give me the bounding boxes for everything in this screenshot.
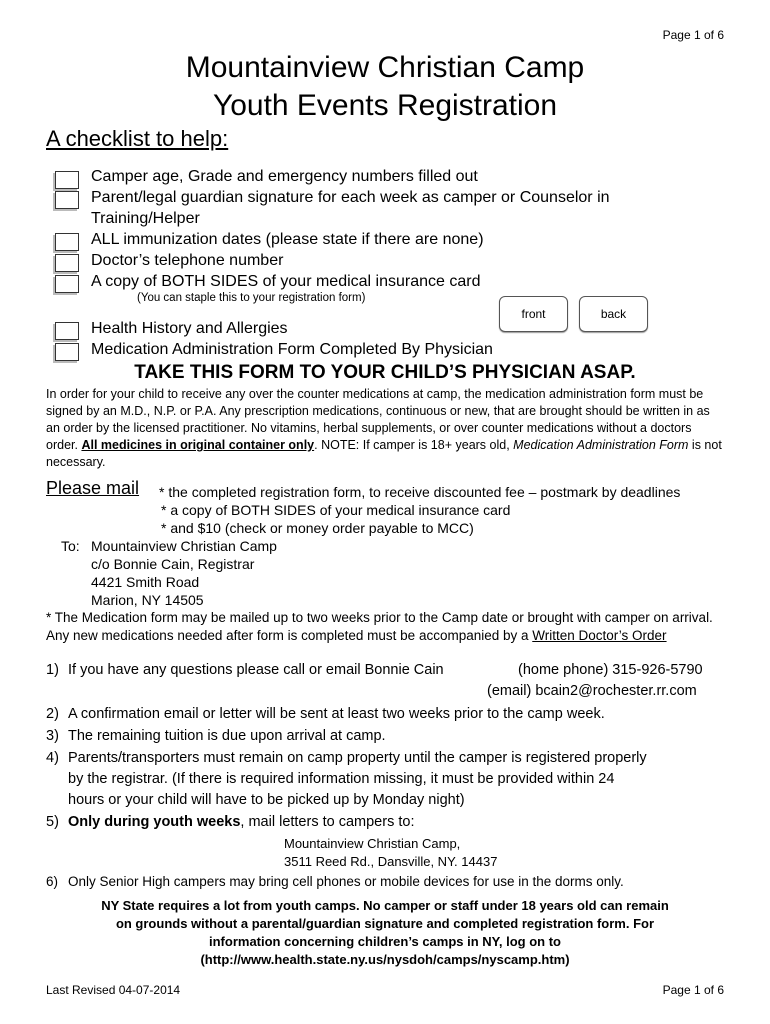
home-phone: (home phone) 315-926-5790 [518, 662, 703, 678]
please-mail-label: Please mail [46, 478, 140, 498]
written-order-link: Written Doctor’s Order [532, 628, 667, 643]
list-number: 2) [46, 706, 59, 722]
medication-mail-note: * The Medication form may be mailed up to two weeks prior to the Camp date or brought with camper on arrival. Any new medications needed after form is completed must be accompanied by a Written Doctor’s Order [46, 610, 713, 643]
checklist-item: Parent/legal guardian signature for each week as camper or Counselor in [91, 189, 610, 206]
mail-line: * a copy of BOTH SIDES of your medical insurance card [161, 502, 511, 518]
list-item-phones: Only Senior High campers may bring cell phones or mobile devices for use in the dorms only. [68, 874, 624, 889]
checkbox-immunization[interactable] [55, 233, 79, 251]
checkbox-camper-age[interactable] [55, 171, 79, 189]
address-line: 4421 Smith Road [91, 574, 200, 590]
list-number: 3) [46, 728, 59, 744]
checklist-item: Training/Helper [91, 210, 200, 227]
page-title: Mountainview Christian Camp [185, 51, 585, 84]
checklist-item: A copy of BOTH SIDES of your medical insurance card [91, 273, 481, 290]
page-number-top: Page 1 of 6 [662, 28, 724, 42]
camp-address-line: 3511 Reed Rd., Dansville, NY. 14437 [284, 854, 498, 869]
checklist-heading: A checklist to help: [46, 126, 229, 151]
mail-line: * the completed registration form, to receive discounted fee – postmark by deadlines [159, 484, 681, 500]
address-line: Mountainview Christian Camp [91, 538, 277, 554]
checklist-item: Camper age, Grade and emergency numbers filled out [91, 168, 478, 185]
list-number: 5) [46, 814, 59, 830]
list-item-transport: hours or your child will have to be picked up by Monday night) [68, 792, 465, 808]
front-button[interactable]: front [499, 296, 568, 332]
checkbox-health-history[interactable] [55, 322, 79, 340]
list-item-transport: by the registrar. (If there is required information missing, it must be provided within 24 [68, 771, 615, 787]
checklist-item: Health History and Allergies [91, 320, 288, 337]
address-line: c/o Bonnie Cain, Registrar [91, 556, 255, 572]
last-revised: Last Revised 04-07-2014 [46, 983, 181, 997]
page-subtitle: Youth Events Registration [212, 89, 558, 122]
address-line: Marion, NY 14505 [91, 592, 204, 608]
list-item-questions: If you have any questions please call or email Bonnie Cain [68, 662, 444, 678]
staple-note: (You can staple this to your registration form) [137, 292, 366, 304]
checklist-item: ALL immunization dates (please state if there are none) [91, 231, 484, 248]
ny-state-note: information concerning children’s camps in NY, log on to [209, 934, 561, 949]
back-button[interactable]: back [579, 296, 648, 332]
to-label: To: [61, 538, 80, 554]
list-number: 1) [46, 662, 59, 678]
physician-heading: TAKE THIS FORM TO YOUR CHILD’S PHYSICIAN ASAP. [134, 362, 636, 383]
checklist-item: Doctor’s telephone number [91, 252, 284, 269]
list-number: 4) [46, 750, 59, 766]
contact-email[interactable]: (email) bcain2@rochester.rr.com [487, 683, 697, 699]
camp-address-line: Mountainview Christian Camp, [284, 836, 461, 851]
list-item-transport: Parents/transporters must remain on camp property until the camper is registered properly [68, 750, 647, 766]
page-number-bottom: Page 1 of 6 [662, 983, 724, 997]
checkbox-guardian-signature[interactable] [55, 191, 79, 209]
medication-paragraph: In order for your child to receive any over the counter medications at camp, the medication administration form must be signed by an M.D., N.P. or P.A. Any prescription medications, continuous or new, that are brought should be written in as an order by the licensed practitioner. No vitamins, herbal supplements, or over counter medications without a doctors order. All medicines in original container only. NOTE: If camper is 18+ years old, Medication Administration Form is not necessary. [46, 387, 722, 469]
checkbox-doctor-phone[interactable] [55, 254, 79, 272]
checkbox-insurance-card[interactable] [55, 275, 79, 293]
list-number: 6) [46, 874, 59, 889]
ny-state-note: NY State requires a lot from youth camps. No camper or staff under 18 years old can remain [101, 898, 669, 913]
ny-state-note: on grounds without a parental/guardian signature and completed registration form. For [115, 916, 655, 931]
list-item-confirmation: A confirmation email or letter will be sent at least two weeks prior to the camp week. [68, 706, 605, 722]
list-item-tuition: The remaining tuition is due upon arrival at camp. [68, 728, 386, 744]
original-container-note: All medicines in original container only [81, 438, 315, 452]
mail-line: * and $10 (check or money order payable to MCC) [161, 520, 474, 536]
ny-state-link[interactable]: (http://www.health.state.ny.us/nysdoh/camps/nyscamp.htm) [200, 952, 570, 967]
checkbox-medication-form[interactable] [55, 343, 79, 361]
list-item-letters: Only during youth weeks, mail letters to campers to: [68, 814, 415, 830]
checklist-item: Medication Administration Form Completed By Physician [91, 341, 493, 358]
